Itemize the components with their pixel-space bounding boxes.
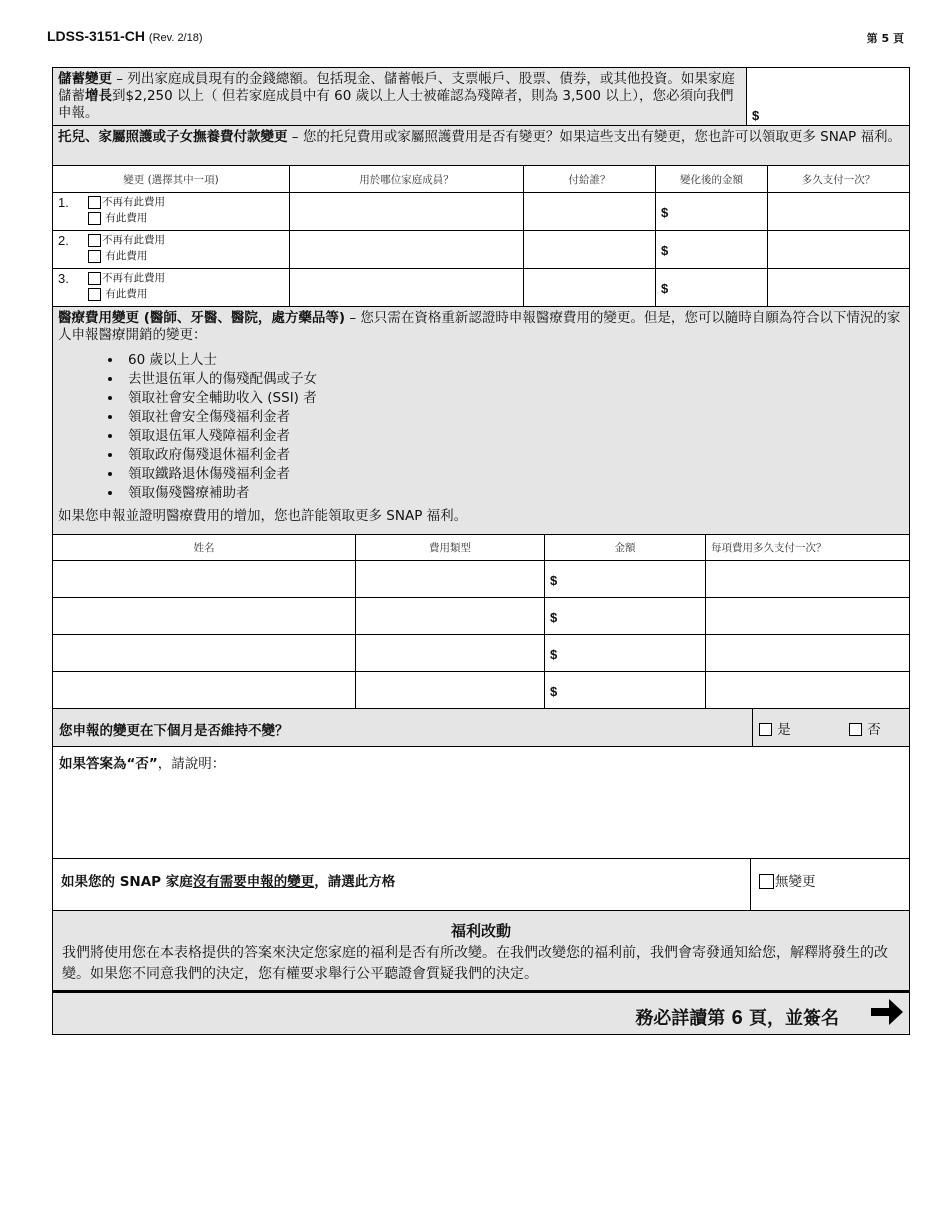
continue-text-a: 務必詳讀第: [635, 1007, 732, 1029]
amount-field[interactable]: [545, 560, 706, 597]
benefit-title: 福利改動: [450, 921, 511, 940]
frequency-field[interactable]: [768, 269, 910, 307]
no-change-option: [750, 859, 909, 910]
no-checkbox[interactable]: [849, 723, 862, 736]
no-change-underlined: 沒有需要申報的變更: [192, 873, 315, 890]
change-cell: [53, 269, 290, 307]
medical-conditions-list: [53, 351, 909, 503]
page-number: 第 5 頁: [866, 32, 904, 45]
table-row: [53, 597, 910, 634]
col-name: 姓名: [53, 535, 356, 560]
list-item: • 去世退伍軍人的傷殘配偶或子女: [123, 370, 909, 389]
amount-field[interactable]: [545, 634, 706, 671]
checkbox[interactable]: [88, 212, 101, 225]
table-row: [53, 269, 910, 307]
childcare-header-row: [53, 166, 910, 193]
expense-type-field[interactable]: [356, 634, 545, 671]
col-member: 用於哪位家庭成員？: [290, 166, 524, 193]
dollar-sign: $: [661, 243, 669, 258]
change-cell: [53, 193, 290, 231]
member-field[interactable]: [290, 269, 524, 307]
dollar-sign: $: [752, 108, 760, 123]
no-change-text-b: ，請選此方格: [314, 873, 396, 890]
explain-suffix: ，請說明：: [157, 755, 226, 772]
row-number: 2.: [58, 233, 69, 248]
expense-type-field[interactable]: [356, 560, 545, 597]
frequency-field[interactable]: [706, 634, 910, 671]
dollar-sign: $: [661, 205, 669, 220]
frequency-field[interactable]: [706, 597, 910, 634]
list-item: • 領取社會安全傷殘福利金者: [123, 408, 909, 427]
amount-field[interactable]: [545, 597, 706, 634]
amount-field[interactable]: [656, 231, 768, 269]
dollar-sign: $: [550, 572, 558, 588]
explain-field[interactable]: [52, 747, 910, 859]
childcare-text: 您的托兒費用或家屬照護費用是否有變更？如果這些支出有變更，您也許可以領取更多 SNAP 福利。: [302, 129, 901, 145]
row-number: 1.: [58, 195, 69, 210]
col-frequency: 每項費用多久支付一次？: [706, 535, 910, 560]
persist-answer: [752, 709, 909, 746]
row-number: 3.: [58, 271, 69, 286]
table-row: [53, 560, 910, 597]
expense-type-field[interactable]: [356, 671, 545, 708]
dollar-sign: $: [550, 683, 558, 699]
payee-field[interactable]: [524, 193, 656, 231]
dash: –: [345, 310, 361, 326]
col-change: 變更 (選擇其中一項): [53, 166, 290, 193]
amount-field[interactable]: [545, 671, 706, 708]
savings-text-b: 到$2,250 以上（ 但若家庭成員中有 60 歲以上人士被確認為殘障者，則為 3,500 以上），您必須向我們申報。: [58, 88, 734, 121]
no-change-label: 無變更: [775, 873, 816, 890]
medical-header-row: [53, 535, 910, 560]
table-row: [53, 231, 910, 269]
checkbox[interactable]: [88, 196, 101, 209]
yes-checkbox[interactable]: [759, 723, 772, 736]
medical-title: 醫療費用變更 (醫師、牙醫、醫院，處方藥品等): [58, 310, 346, 326]
table-row: [53, 634, 910, 671]
childcare-table: [52, 166, 910, 307]
savings-increase: 增長: [85, 88, 112, 104]
expense-type-field[interactable]: [356, 597, 545, 634]
checkbox[interactable]: [88, 288, 101, 301]
medical-section: [52, 307, 910, 535]
table-row: [53, 671, 910, 708]
list-item: • 60 歲以上人士: [123, 351, 909, 370]
persist-question-row: [52, 709, 910, 747]
yes-label: 是: [777, 721, 791, 738]
childcare-description: [52, 126, 910, 166]
continue-bar: [52, 991, 910, 1035]
table-row: [53, 193, 910, 231]
frequency-field[interactable]: [768, 231, 910, 269]
list-item: • 領取社會安全輔助收入 (SSI) 者: [123, 389, 909, 408]
dollar-sign: $: [661, 281, 669, 296]
arrow-right-icon: [869, 995, 905, 1029]
savings-amount-field[interactable]: [747, 68, 910, 126]
savings-text-a: 列出家庭成員現有的金錢總額。包括現金、儲蓄帳戶、支票帳戶、股票、債券，或其他投資。如果家庭儲蓄: [58, 71, 735, 104]
benefit-section: [52, 911, 910, 991]
member-field[interactable]: [290, 231, 524, 269]
name-field[interactable]: [53, 634, 356, 671]
list-item: • 領取傷殘醫療補助者: [123, 484, 909, 503]
form-number: LDSS-3151-CH: [47, 28, 146, 44]
name-field[interactable]: [53, 671, 356, 708]
no-change-text-a: 如果您的 SNAP 家庭: [61, 873, 193, 890]
form-sheet: [52, 67, 910, 1035]
list-item: • 領取鐵路退休傷殘福利金者: [123, 465, 909, 484]
name-field[interactable]: [53, 560, 356, 597]
medical-text: 您只需在資格重新認證時申報醫療費用的變更。但是，您可以隨時自願為符合以下情況的家人申報醫療開銷的變更：: [58, 310, 901, 343]
member-field[interactable]: [290, 193, 524, 231]
frequency-field[interactable]: [768, 193, 910, 231]
payee-field[interactable]: [524, 231, 656, 269]
explain-prefix: 如果答案為“否”: [59, 755, 158, 772]
option-label: 有此費用: [105, 250, 148, 262]
amount-field[interactable]: [656, 193, 768, 231]
savings-title: 儲蓄變更: [58, 71, 112, 87]
dash: –: [112, 71, 128, 87]
option-label: 有此費用: [105, 212, 148, 224]
option-label: 不再有此費用: [102, 272, 165, 284]
form-revision: (Rev. 2/18): [148, 32, 203, 44]
payee-field[interactable]: [524, 269, 656, 307]
medical-description: [53, 307, 909, 347]
medical-table: [52, 535, 910, 709]
option-label: 不再有此費用: [102, 196, 165, 208]
form-id: [47, 28, 203, 44]
col-amount: 金額: [545, 535, 706, 560]
option-label: 不再有此費用: [102, 234, 165, 246]
change-cell: [53, 231, 290, 269]
childcare-title: 托兒、家屬照護或子女撫養費付款變更: [58, 129, 288, 145]
benefit-body: 我們將使用您在本表格提供的答案來決定您家庭的福利是否有所改變。在我們改變您的福利前，我們會寄發通知給您，解釋將發生的改變。如果您不同意我們的決定，您有權要求舉行公平聽證會質疑我們的決定。: [62, 944, 888, 982]
frequency-field[interactable]: [706, 560, 910, 597]
continue-text-b: 頁，並簽名: [742, 1007, 839, 1029]
list-item: • 領取退伍軍人殘障福利金者: [123, 427, 909, 446]
col-payee: 付給誰？: [524, 166, 656, 193]
frequency-field[interactable]: [706, 671, 910, 708]
checkbox[interactable]: [88, 234, 101, 247]
option-label: 有此費用: [105, 288, 148, 300]
amount-field[interactable]: [656, 269, 768, 307]
no-change-row: [52, 859, 910, 911]
dollar-sign: $: [550, 609, 558, 625]
checkbox[interactable]: [88, 250, 101, 263]
dash: –: [287, 129, 303, 145]
col-frequency: 多久支付一次？: [768, 166, 910, 193]
medical-note: 如果您申報並證明醫療費用的增加，您也許能領取更多 SNAP 福利。: [58, 508, 468, 524]
continue-page-number: 6: [731, 1006, 743, 1029]
list-item: • 領取政府傷殘退休福利金者: [123, 446, 909, 465]
name-field[interactable]: [53, 597, 356, 634]
checkbox[interactable]: [88, 272, 101, 285]
dollar-sign: $: [550, 646, 558, 662]
col-amount: 變化後的金額: [656, 166, 768, 193]
persist-question: 您申報的變更在下個月是否維持不變？: [59, 722, 289, 739]
savings-section: [52, 67, 910, 126]
no-change-checkbox[interactable]: [759, 874, 774, 889]
col-expense-type: 費用類型: [356, 535, 545, 560]
no-label: 否: [867, 721, 881, 738]
continue-text: [635, 1004, 839, 1030]
explain-label: [53, 747, 909, 782]
savings-description: [53, 68, 747, 126]
no-change-text: [53, 859, 750, 910]
